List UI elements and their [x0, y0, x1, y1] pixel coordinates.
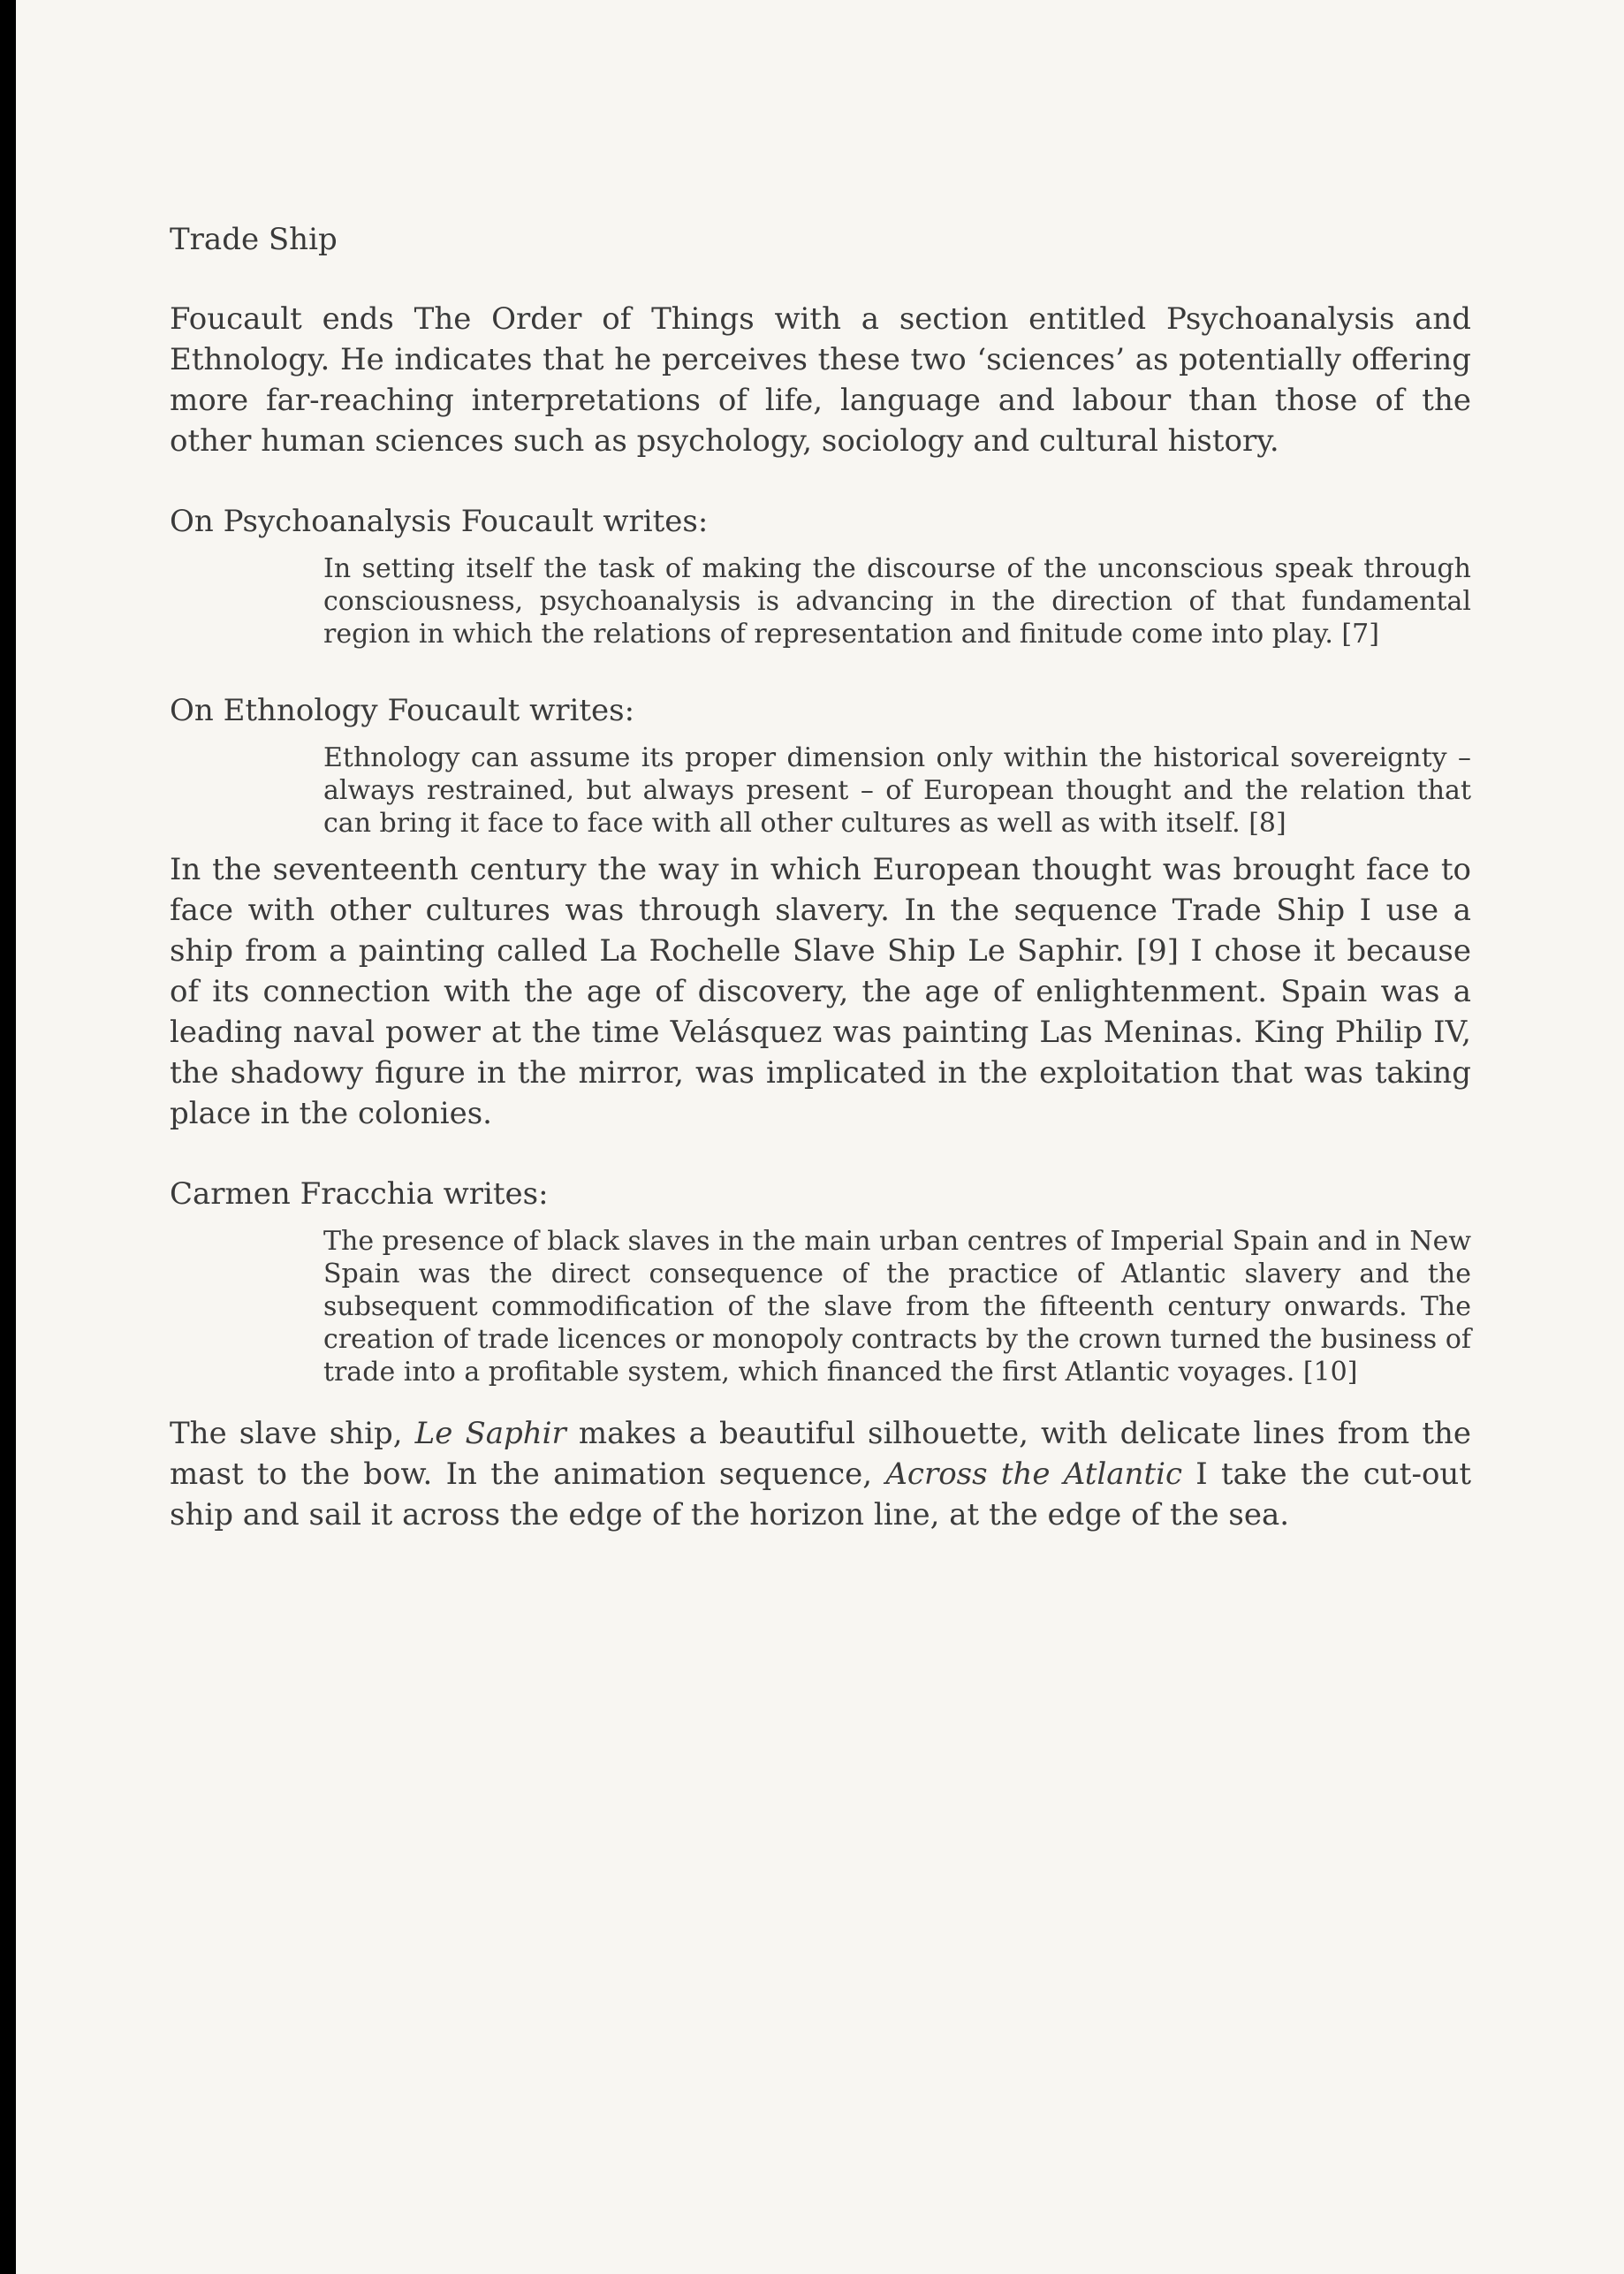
blockquote-psychoanalysis: In setting itself the task of making the discourse of the unconscious speak through consciousness, psychoanalysis is advancing in the direction of that fundamental region in which the relations of representation and finitude come into play. [7] — [323, 553, 1471, 650]
intro-ethnology: On Ethnology Foucault writes: — [170, 693, 635, 728]
intro-psychoanalysis: On Psychoanalysis Foucault writes: — [170, 504, 709, 539]
paragraph-le-saphir-text-2: makes a beautiful silhouette, with delicate lines from the mast to the bow. In the animation sequence, — [170, 1416, 1472, 1492]
page-title: Trade Ship — [170, 222, 338, 257]
paragraph-foucault-intro: Foucault ends The Order of Things with a section entitled Psychoanalysis and Ethnology. He indicates that he perceives these two ‘sciences’ as potentially offering more far-reaching interpretations of life, language and labour than those of the other human sciences such as psychology, sociology and cultural history. — [170, 301, 1471, 459]
intro-fracchia: Carmen Fracchia writes: — [170, 1176, 549, 1212]
blockquote-ethnology: Ethnology can assume its proper dimension only within the historical sovereignty – always restrained, but always present – of European thought and the relation that can bring it face to face with all other cultures as well as with itself. [8] — [323, 742, 1471, 839]
paragraph-slavery: In the seventeenth century the way in which European thought was brought face to face with other cultures was through slavery. In the sequence Trade Ship I use a ship from a painting called La Rochelle Slave Ship Le Saphir. [9] I chose it because of its connection with the age of discovery, the age of enlightenment. Spain was a leading naval power at the time Velásquez was painting Las Meninas. King Philip IV, the shadowy figure in the mirror, was implicated in the exploitation that was taking place in the colonies. — [170, 852, 1471, 1131]
blockquote-fracchia: The presence of black slaves in the main urban centres of Imperial Spain and in New Spain was the direct consequence of the practice of Atlantic slavery and the subsequent commodification of the slave from the fifteenth century onwards. The creation of trade licences or monopoly contracts by the crown turned the business of trade into a profitable system, which financed the first Atlantic voyages. [10] — [323, 1226, 1471, 1388]
italic-le-saphir: Le Saphir — [414, 1416, 566, 1451]
page-edge-bar — [0, 0, 16, 2274]
document-page — [170, 219, 1471, 1535]
italic-across-the-atlantic: Across the Atlantic — [885, 1456, 1183, 1492]
paragraph-le-saphir-text-3: I take the cut-out ship and sail it across the edge of the horizon line, at the edge of the sea. — [170, 1456, 1471, 1532]
paragraph-le-saphir-text-1: The slave ship, — [170, 1416, 415, 1451]
paragraph-le-saphir — [170, 1413, 1471, 1535]
